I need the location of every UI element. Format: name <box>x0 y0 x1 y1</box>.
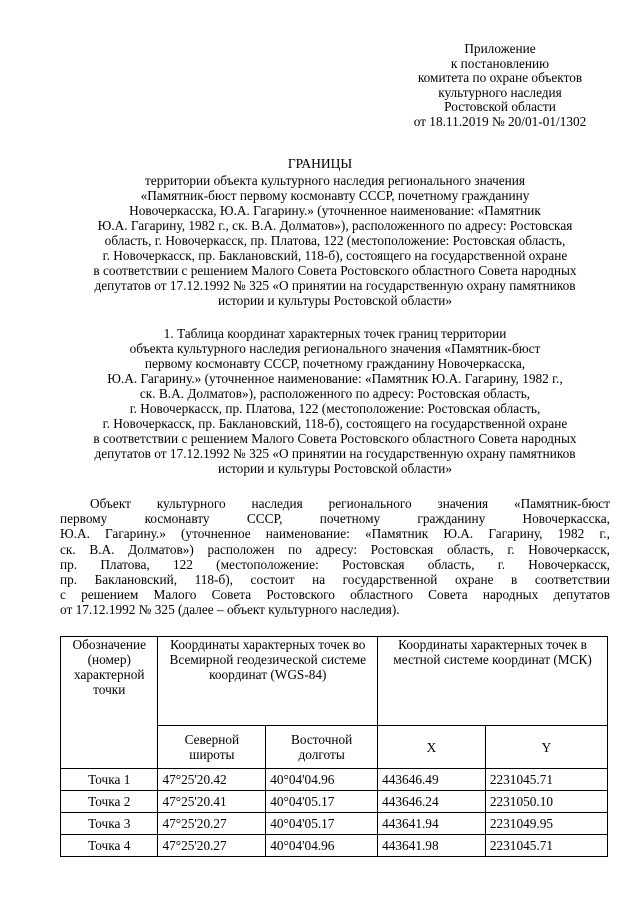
cell-y: 2231045.71 <box>485 835 607 857</box>
header-point: Обозначение (номер) характерной точки <box>61 637 158 769</box>
section-line: Ю.А. Гагарину.» (уточненное наименование: «Памятник Ю.А. Гагарину, 1982 г., <box>107 371 563 386</box>
paragraph-line: пр. Баклановский, 118-б), состоит на государственной охране в соответствии <box>60 571 610 587</box>
cell-east: 40°04'04.96 <box>266 835 378 857</box>
section-line: объекта культурного наследия регионального значения «Памятник-бюст <box>129 341 541 356</box>
table-row <box>61 769 608 791</box>
appendix-line: от 18.11.2019 № 20/01-01/1302 <box>413 113 587 129</box>
subtitle-line: депутатов от 17.12.1992 № 325 «О принятии на государственную охрану памятников <box>94 278 576 293</box>
cell-y: 2231049.95 <box>485 813 607 835</box>
section-1-title <box>60 326 610 476</box>
table-row <box>61 835 608 857</box>
paragraph-line: Ю.А. Гагарину.» (уточненное наименование: «Памятник Ю.А. Гагарину, 1982 г., <box>60 526 610 542</box>
header-msk: Координаты характерных точек в местной системе координат (МСК) <box>378 637 608 726</box>
cell-point: Точка 3 <box>61 813 158 835</box>
cell-y: 2231045.71 <box>485 769 607 791</box>
appendix-line: к постановлению <box>450 55 550 71</box>
appendix-line: Ростовской области <box>444 99 556 115</box>
subheader-north: Северной широты <box>158 726 266 769</box>
appendix-line: культурного наследия <box>438 84 562 100</box>
cell-point: Точка 2 <box>61 791 158 813</box>
section-line: в соответствии с решением Малого Совета Ростовского областного Совета народных <box>93 431 577 446</box>
table-row <box>61 813 608 835</box>
cell-x: 443641.94 <box>378 813 486 835</box>
subtitle-line: Новочеркасска, Ю.А. Гагарину.» (уточненное наименование: «Памятник <box>129 203 541 218</box>
paragraph-line: с решением Малого Совета Ростовского областного Совета народных депутатов <box>60 587 610 603</box>
cell-x: 443646.49 <box>378 769 486 791</box>
paragraph-line: Объект культурного наследия регионального значения «Памятник-бюст <box>90 496 610 511</box>
table-row <box>61 791 608 813</box>
cell-east: 40°04'05.17 <box>266 791 378 813</box>
subheader-x: X <box>378 726 486 769</box>
cell-x: 443646.24 <box>378 791 486 813</box>
document-heading: ГРАНИЦЫ <box>287 156 353 171</box>
cell-east: 40°04'05.17 <box>266 813 378 835</box>
section-line: истории и культуры Ростовской области» <box>218 461 452 476</box>
subtitle-line: Ю.А. Гагарину, 1982 г., ск. В.А. Долматов»), расположенного по адресу: Ростовская <box>97 218 573 233</box>
subtitle-line: г. Новочеркасск, пр. Баклановский, 118-б), состоящего на государственной охране <box>102 248 568 263</box>
section-line: ск. В.А. Долматов»), расположенного по адресу: Ростовская область, <box>139 386 531 401</box>
subheader-y: Y <box>485 726 607 769</box>
cell-north: 47°25'20.41 <box>158 791 266 813</box>
cell-point: Точка 1 <box>61 769 158 791</box>
subheader-east: Восточной долготы <box>266 726 378 769</box>
paragraph-line: первому космонавту СССР, почетному гражданину Новочеркасска, <box>60 511 610 527</box>
table-header-row <box>61 637 608 726</box>
subtitle-line: в соответствии с решением Малого Совета Ростовского областного Совета народных <box>93 263 577 278</box>
subtitle-line: истории и культуры Ростовской области» <box>218 293 452 308</box>
cell-point: Точка 4 <box>61 835 158 857</box>
section-line: г. Новочеркасск, пр. Платова, 122 (местоположение: Ростовская область, <box>129 401 541 416</box>
header-wgs: Координаты характерных точек во Всемирной геодезической системе координат (WGS-84) <box>158 637 378 726</box>
cell-x: 443641.98 <box>378 835 486 857</box>
paragraph-line: ск. В.А. Долматов») расположен по адресу: Ростовская область, г. Новочеркасск, <box>60 541 610 557</box>
cell-north: 47°25'20.27 <box>158 813 266 835</box>
section-line: 1. Таблица координат характерных точек границ территории <box>163 326 507 341</box>
section-line: первому космонавту СССР, почетному гражданину Новочеркасска, <box>144 356 526 371</box>
appendix-line: комитета по охране объектов <box>417 70 583 86</box>
cell-north: 47°25'20.42 <box>158 769 266 791</box>
cell-y: 2231050.10 <box>485 791 607 813</box>
appendix-block <box>380 42 620 130</box>
coordinates-table <box>60 636 608 857</box>
section-line: г. Новочеркасск, пр. Баклановский, 118-б), состоящего на государственной охране <box>102 416 568 431</box>
subtitle-line: «Памятник-бюст первому космонавту СССР, почетному гражданину <box>140 188 530 203</box>
cell-north: 47°25'20.27 <box>158 835 266 857</box>
subtitle-line: территории объекта культурного наследия регионального значения <box>144 173 526 188</box>
document-subtitle <box>60 173 610 308</box>
section-line: депутатов от 17.12.1992 № 325 «О принятии на государственную охрану памятников <box>94 446 576 461</box>
paragraph-line: от 17.12.1992 № 325 (далее – объект культурного наследия). <box>60 602 400 618</box>
cell-east: 40°04'04.96 <box>266 769 378 791</box>
subtitle-line: область, г. Новочеркасск, пр. Платова, 122 (местоположение: Ростовская область, <box>104 233 566 248</box>
body-paragraph <box>60 496 610 618</box>
appendix-line: Приложение <box>464 41 536 56</box>
paragraph-line: пр. Платова, 122 (местоположение: Ростовская область, г. Новочеркасск, <box>60 556 610 572</box>
